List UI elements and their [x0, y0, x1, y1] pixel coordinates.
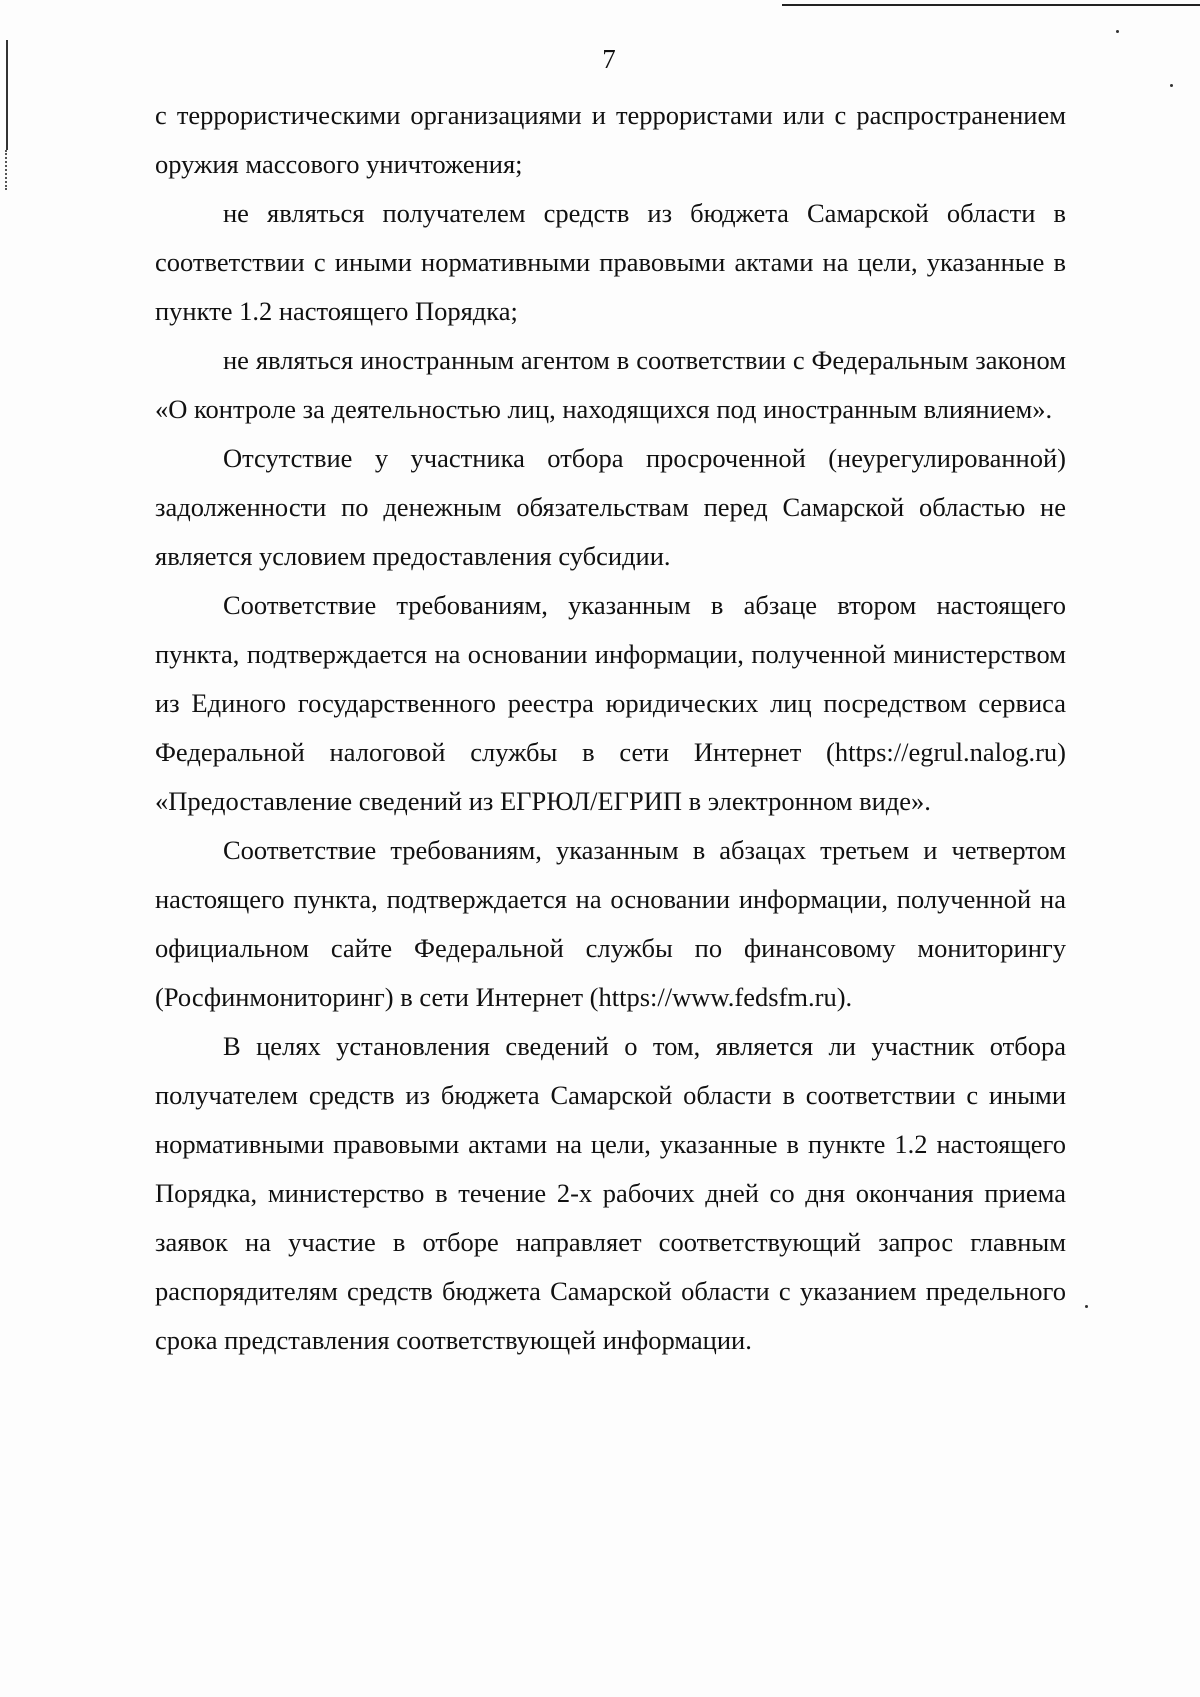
scan-left-dots: [5, 150, 9, 190]
paragraph: с террористическими организациями и террористами или с распространением оружия массового уничтожения;: [155, 100, 1066, 179]
document-body: [155, 91, 1066, 1365]
scan-top-rule: [782, 4, 1200, 6]
page-number: 7: [602, 44, 616, 74]
paragraph: не являться иностранным агентом в соответствии с Федеральным законом «О контроле за деятельностью лиц, находящихся под иностранным влиянием».: [155, 345, 1066, 424]
paragraph: не являться получателем средств из бюджета Самарской области в соответствии с иными нормативными правовыми актами на цели, указанные в пункте 1.2 настоящего Порядка;: [155, 198, 1066, 326]
paragraph: Соответствие требованиям, указанным в абзаце втором настоящего пункта, подтверждается на основании информации, полученной министерством из Единого государственного реестра юридических лиц посредством сервиса Федеральной налоговой службы в сети Интернет (https://egrul.nalog.ru) «Предоставление сведений из ЕГРЮЛ/ЕГРИП в электронном виде».: [155, 590, 1066, 816]
scan-speck: [1116, 30, 1119, 33]
paragraph: Соответствие требованиям, указанным в абзацах третьем и четвертом настоящего пункта, подтверждается на основании информации, полученной на официальном сайте Федеральной службы по финансовому мониторингу (Росфинмониторинг) в сети Интернет (https://www.fedsfm.ru).: [155, 835, 1066, 1012]
paragraph: Отсутствие у участника отбора просроченной (неурегулированной) задолженности по денежным обязательствам перед Самарской областью не является условием предоставления субсидии.: [155, 443, 1066, 571]
scan-speck: [1085, 1305, 1088, 1308]
scan-speck: [1170, 84, 1173, 87]
paragraph: В целях установления сведений о том, является ли участник отбора получателем средств из бюджета Самарской области в соответствии с иными нормативными правовыми актами на цели, указанные в пункте 1.2 настоящего Порядка, министерство в течение 2-х рабочих дней со дня окончания приема заявок на участие в отборе направляет соответствующий запрос главным распорядителям средств бюджета Самарской области с указанием предельного срока представления соответствующей информации.: [155, 1031, 1066, 1355]
